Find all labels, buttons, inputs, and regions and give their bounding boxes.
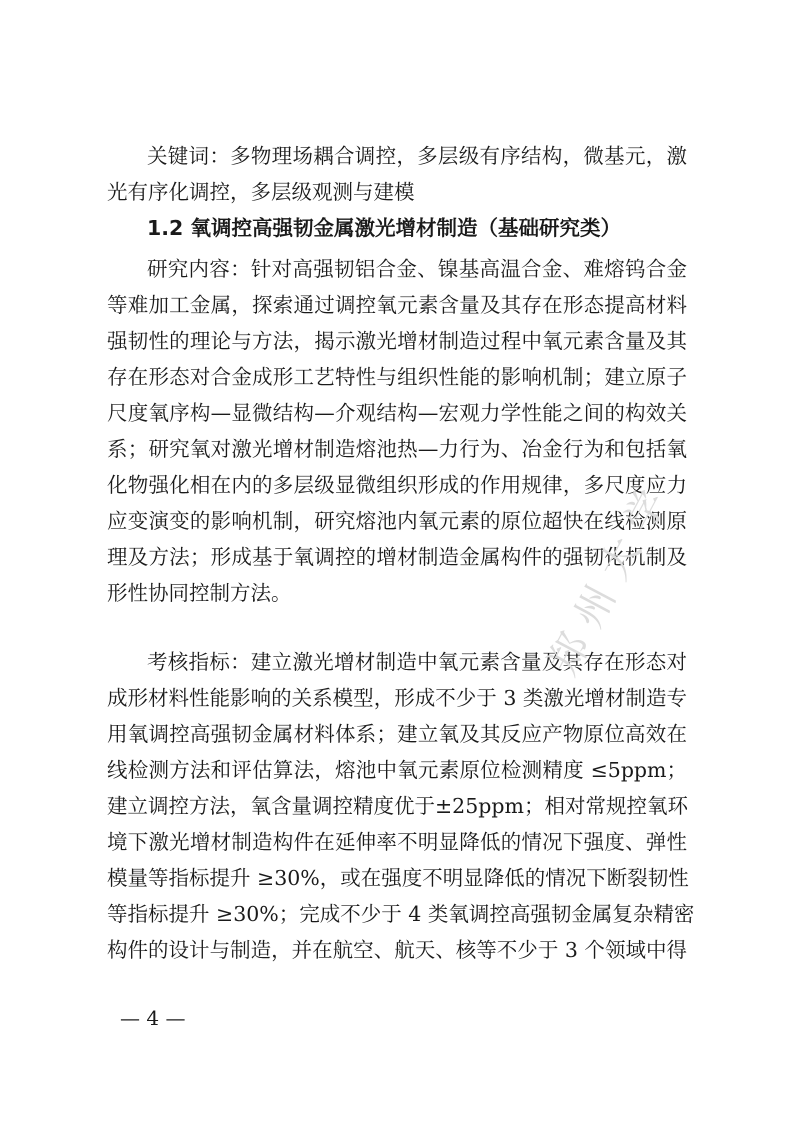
research-line: 尺度氧序构—显微结构—介观结构—宏观力学性能之间的构效关 bbox=[107, 401, 687, 425]
section-heading: 1.2 氧调控高强韧金属激光增材制造（基础研究类） bbox=[147, 216, 621, 240]
assessment-line: 等指标提升 ≥30%；完成不少于 4 类氧调控高强韧金属复杂精密 bbox=[107, 902, 695, 926]
assessment-line: 成形材料性能影响的关系模型，形成不少于 3 类激光增材制造专 bbox=[107, 686, 687, 710]
research-line: 存在形态对合金成形工艺特性与组织性能的影响机制；建立原子 bbox=[107, 365, 687, 389]
watermark-text: 郑州大学 bbox=[540, 470, 683, 683]
assessment-line: 考核指标：建立激光增材制造中氧元素含量及其存在形态对 bbox=[147, 650, 687, 674]
research-line: 等难加工金属，探索通过调控氧元素含量及其存在形态提高材料 bbox=[107, 293, 687, 317]
assessment-line: 构件的设计与制造，并在航空、航天、核等不少于 3 个领域中得 bbox=[107, 938, 687, 962]
research-line: 系；研究氧对激光增材制造熔池热—力行为、冶金行为和包括氧 bbox=[107, 437, 687, 461]
assessment-line: 模量等指标提升 ≥30%，或在强度不明显降低的情况下断裂韧性 bbox=[107, 866, 689, 890]
assessment-line: 线检测方法和评估算法，熔池中氧元素原位检测精度 ≤5ppm； bbox=[107, 758, 687, 782]
research-line: 强韧性的理论与方法，揭示激光增材制造过程中氧元素含量及其 bbox=[107, 329, 687, 353]
research-line: 化物强化相在内的多层级显微组织形成的作用规律，多尺度应力 bbox=[107, 473, 687, 497]
research-line: 理及方法；形成基于氧调控的增材制造金属构件的强韧化机制及 bbox=[107, 545, 687, 569]
research-line: 研究内容：针对高强韧铝合金、镍基高温合金、难熔钨合金 bbox=[147, 257, 687, 281]
page-number: — 4 — bbox=[120, 1006, 186, 1030]
keywords-line-1: 关键词：多物理场耦合调控，多层级有序结构，微基元，激 bbox=[147, 144, 687, 168]
assessment-line: 境下激光增材制造构件在延伸率不明显降低的情况下强度、弹性 bbox=[107, 830, 687, 854]
research-line: 形性协同控制方法。 bbox=[107, 581, 292, 605]
assessment-line: 建立调控方法，氧含量调控精度优于±25ppm；相对常规控氧环 bbox=[107, 794, 688, 818]
keywords-line-2: 光有序化调控，多层级观测与建模 bbox=[107, 180, 415, 204]
assessment-line: 用氧调控高强韧金属材料体系；建立氧及其反应产物原位高效在 bbox=[107, 722, 687, 746]
research-line: 应变演变的影响机制，研究熔池内氧元素的原位超快在线检测原 bbox=[107, 509, 687, 533]
